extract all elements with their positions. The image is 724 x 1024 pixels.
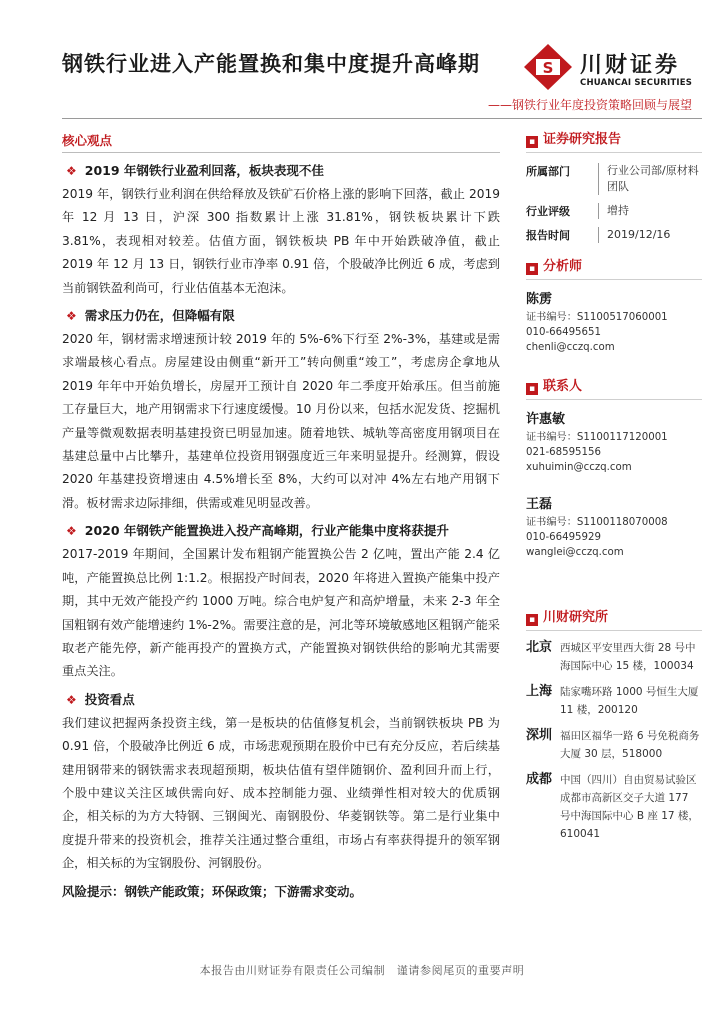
contact-cert: 证书编号：S1100117120001 [526,432,668,443]
info-value: 2019/12/16 [598,227,702,243]
section-marker-icon: ▪ [526,136,538,148]
contact-heading-text: 联系人 [543,379,583,394]
office-city: 上海 [526,684,553,699]
office-city: 成都 [526,772,553,787]
info-value: 行业公司部/原材料团队 [598,163,702,195]
analyst-name: 陈雳 [526,292,553,307]
logo-name-en: CHUANCAI SECURITIES [580,78,693,88]
office-address: 西城区平安里西大街 28 号中海国际中心 15 楼，100034 [560,642,696,672]
info-row-date [526,227,702,243]
info-key: 所属部门 [526,165,570,178]
institute-heading-text: 川财研究所 [543,610,609,625]
contact-cert: 证书编号：S1100118070008 [526,517,668,528]
info-key: 报告时间 [526,229,570,242]
page-subtitle: ——钢铁行业年度投资策略回顾与展望 [487,98,692,112]
office-address: 福田区福华一路 6 号免税商务大厦 30 层，518000 [560,730,700,760]
analyst-heading-text: 分析师 [543,259,583,274]
contact-phone: 010-66495929 [526,532,601,543]
office-shanghai [526,683,702,719]
office-shenzhen [526,727,702,763]
contact-card [526,495,702,560]
logo-name-cn: 川财证券 [580,53,681,78]
paragraph-demand: 2020 年，钢材需求增速预计较 2019 年的 5%-6%下行至 2%-3%，基建或是需求端最核心看点。房屋建设由侧重“新开工”转向侧重“竣工”，考虑房企拿地从 2019 年年中开始负增长，房屋开工预计自 2020 年二季度开始承压。但当前施工存量巨大，地产用钢需求下行速度缓慢。10 月份以来，包括水泥发货、挖掘机产量等微观数据表明基建投资已明显加速。随着地铁、城轨等高密度用钢项目在基建总量中占比攀升，基建单位投资用钢强度近三年来明显提升。经测算，假设 2020 年基建投资增速由 4.5%增长至 8%，大约可以对冲 4%左右地产用钢下滑。板材需求边际排细，供需或难见明显改善。 [62,332,500,510]
brand-logo [522,42,702,92]
report-title-heading [526,130,702,153]
paragraph-investment: 我们建议把握两条投资主线，第一是板块的估值修复机会，当前钢铁板块 PB 为 0.91 倍，个股破净比例近 6 成，市场悲观预期在股价中已有充分反应，若后续基建用钢带来的钢铁需求表现超预期，板块估值有望伴随钢价、盈利回升而上行，个股中建议关注区域供需向好、成本控制能力强、业绩弹性相对较大的优质钢企，相关标的为方大特钢、三钢闽光、南钢股份、华菱钢铁等。第二是行业集中度提升带来的投资机会，推荐关注通过整合重组，市场占有率获得提升的领军钢企，相关标的为宝钢股份、河钢股份。 [62,715,500,871]
analyst-card [526,290,702,355]
info-row-department [526,163,702,195]
risk-warning: 风险提示：钢铁产能政策；环保政策；下游需求变动。 [62,883,363,899]
header-divider [62,118,702,119]
bullet-heading-text: 2020 年钢铁产能置换进入投产高峰期，行业产能集中度将获提升 [84,523,449,539]
diamond-bullet-icon: ❖ [66,164,77,178]
report-title-text: 证券研究报告 [543,132,622,147]
office-chengdu [526,771,702,843]
bullet-heading-investment [62,688,500,712]
page-footer: 本报告由川财证券有限责任公司编制 谨请参阅尾页的重要声明 [199,964,525,977]
analyst-cert: 证书编号：S1100517060001 [526,312,668,323]
bullet-heading-demand [62,304,500,328]
diamond-bullet-icon: ❖ [66,524,77,539]
info-value: 增持 [598,203,702,219]
chuancai-logo-icon [522,42,574,92]
institute-heading [526,608,702,631]
diamond-bullet-icon: ❖ [66,309,77,324]
contact-name: 王磊 [526,497,553,512]
report-header [62,38,702,128]
sidebar-column [526,130,702,843]
diamond-bullet-icon: ❖ [66,692,77,707]
paragraph-capacity: 2017-2019 年期间，全国累计发布粗钢产能置换公告 2 亿吨，置出产能 2.4 亿吨，产能置换总比例 1:1.2。根据投产时间表，2020 年将进入置换产能集中投产期，其中无效产能投产约 1000 万吨。综合电炉复产和高炉增量，未来 2-3 年全国粗钢有效产能增速约 1%-2%。需要注意的是，河北等环境敏感地区粗钢产能采取老产能先停，新产能再投产的置换方式，产能置换对钢铁供给的影响尤其需要重点关注。 [62,547,500,679]
core-views-heading: 核心观点 [62,133,113,148]
section-divider [62,152,500,153]
bullet-heading-text: 2019 年钢铁行业盈利回落，板块表现不佳 [84,163,324,178]
info-row-rating [526,203,702,219]
bullet-heading-text: 投资看点 [84,691,135,707]
office-beijing [526,639,702,675]
section-marker-icon: ▪ [526,383,538,395]
section-marker-icon: ▪ [526,614,538,626]
info-key: 行业评级 [526,205,570,218]
paragraph-profit: 2019 年，钢铁行业利润在供给释放及铁矿石价格上涨的影响下回落，截止 2019 年 12 月 13 日，沪深 300 指数累计上涨 31.81%，钢铁板块累计下跌 3.81%，表现相对较差。估值方面，钢铁板块 PB 年中开始跌破净值，截止 2019 年 12 月 13 日，钢铁行业市净率 0.91 倍，个股破净比例近 6 成，考虑到当前钢铁盈利尚可，行业估值基本无泡沫。 [62,187,500,295]
contact-card [526,410,702,475]
core-views-column [62,130,500,904]
contact-email[interactable]: xuhuimin@cczq.com [526,462,632,473]
analyst-email[interactable]: chenli@cczq.com [526,342,615,353]
report-info-table [526,163,702,243]
office-address: 中国（四川）自由贸易试验区成都市高新区交子大道 177 号中海国际中心 B 座 17 楼，610041 [560,774,699,840]
analyst-heading [526,257,702,280]
office-city: 深圳 [526,728,553,743]
logo-glyph: S [542,59,554,77]
office-address: 陆家嘴环路 1000 号恒生大厦 11 楼，200120 [560,686,699,716]
office-city: 北京 [526,640,553,655]
contact-phone: 021-68595156 [526,447,601,458]
contact-heading [526,377,702,400]
bullet-heading-profit [62,159,500,183]
bullet-heading-text: 需求压力仍在，但降幅有限 [84,308,235,324]
contact-email[interactable]: wanglei@cczq.com [526,547,624,558]
page-title: 钢铁行业进入产能置换和集中度提升高峰期 [62,52,480,76]
analyst-phone: 010-66495651 [526,327,601,338]
contact-name: 许惠敏 [526,412,566,427]
section-marker-icon: ▪ [526,263,538,275]
bullet-heading-capacity [62,519,500,543]
